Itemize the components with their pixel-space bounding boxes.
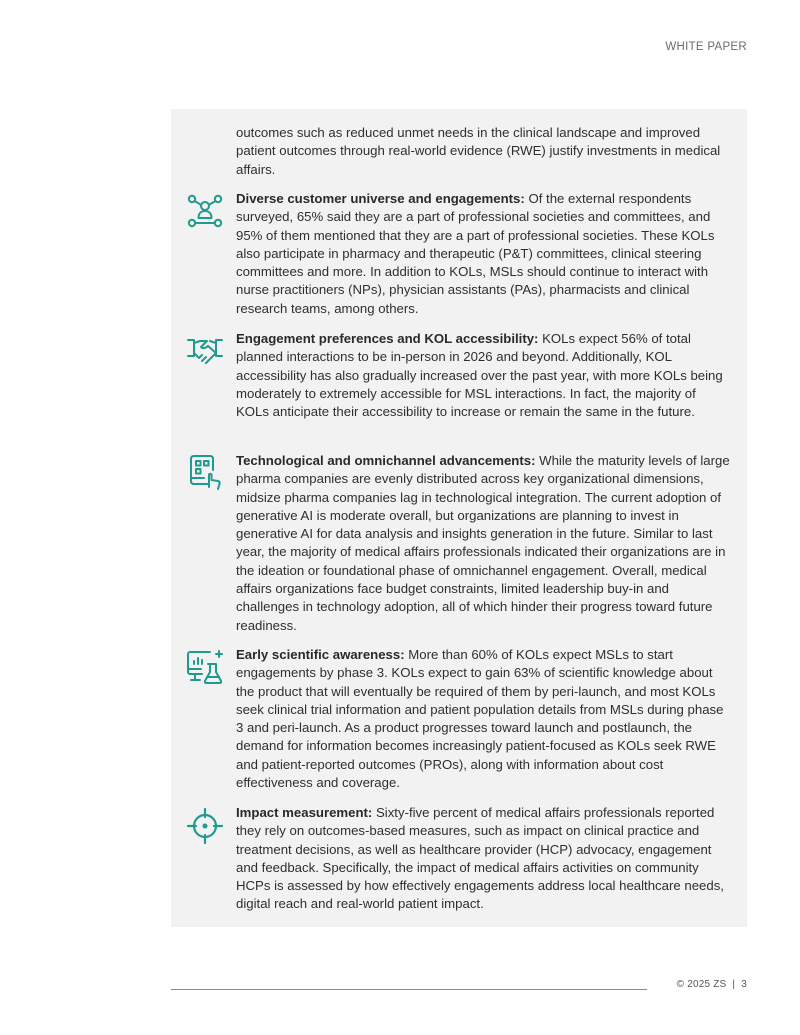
section-title: Impact measurement:: [236, 805, 373, 820]
section-title: Engagement preferences and KOL accessibility:: [236, 331, 539, 346]
science-screen-icon: [186, 648, 224, 686]
section-engagement-preferences-text: [236, 330, 732, 421]
section-diverse-customers-text: [236, 190, 732, 318]
handshake-icon: [186, 332, 224, 370]
copyright-text: © 2025 ZS: [676, 979, 727, 990]
section-title: Early scientific awareness:: [236, 647, 405, 662]
section-body: KOLs expect 56% of total planned interactions to be in-person in 2026 and beyond. Additionally, KOL accessibility has also gradually increased over the past year, with more KOLs being moderately to extremely accessible for MSL interactions. In fact, the majority of KOLs anticipate their accessibility to increase or remain the same in the future.: [236, 331, 723, 420]
intro-paragraph: outcomes such as reduced unmet needs in the clinical landscape and improved patient outcomes through real-world evidence (RWE) justify investments in medical affairs.: [236, 125, 721, 177]
section-body: Sixty-five percent of medical affairs professionals reported they rely on outcomes-based measures, such as impact on clinical practice and treatment decisions, as well as healthcare provider (HCP) advocacy, engagement and feedback. Specifically, the impact of medical affairs activities on community HCPs is assessed by how effectively engagements address local healthcare needs, digital reach and real-world patient impact.: [236, 805, 724, 912]
section-body: Of the external respondents surveyed, 65% said they are a part of professional societies and committees, and 95% of them mentioned that they are a part of professional societies. These KOLs also participate in pharmacy and therapeutic (P&T) committees, clinical steering committees and more. In addition to KOLs, MSLs should continue to interact with nurse practitioners (NPs), physician assistants (PAs), pharmacists and clinical research teams, among others.: [236, 191, 715, 316]
section-title: Technological and omnichannel advancements:: [236, 453, 536, 468]
section-body: While the maturity levels of large pharma companies are evenly distributed across key organizational dimensions, midsize pharma companies lag in technological integration. The current adoption of generative AI is moderate overall, but organizations are planning to invest in generative AI for data analysis and insights generation in the future. Similar to last year, the majority of medical affairs professionals indicated their organizations are in the ideation or foundational phase of omnichannel engagement. Overall, medical affairs organizations face budget constraints, limited leadership buy-in and challenges in technology adoption, all of which hinder their progress toward future readiness.: [236, 453, 730, 633]
page-number: 3: [741, 979, 747, 990]
section-technological-advancements-text: [236, 452, 732, 635]
target-crosshair-icon: [186, 806, 224, 844]
section-title: Diverse customer universe and engagements:: [236, 191, 525, 206]
section-early-scientific-awareness-text: [236, 646, 732, 792]
footer-separator: |: [732, 979, 736, 990]
tablet-touch-icon: [186, 454, 224, 492]
document-type-label: WHITE PAPER: [665, 41, 747, 53]
section-body: More than 60% of KOLs expect MSLs to start engagements by phase 3. KOLs expect to gain 63% of scientific knowledge about the product that will eventually be required of them by peri-launch, and most KOLs seek clinical trial information and patient population details from MSLs during phase 3 and peri-launch. As a product progresses toward launch and postlaunch, the demand for information becomes increasingly patient-focused as KOLs seek RWE and patient-reported outcomes (PROs), along with information about cost effectiveness and coverage.: [236, 647, 724, 791]
network-people-icon: [186, 192, 224, 230]
section-impact-measurement-text: [236, 804, 732, 914]
footer: [677, 979, 747, 990]
footer-divider: [171, 989, 647, 990]
